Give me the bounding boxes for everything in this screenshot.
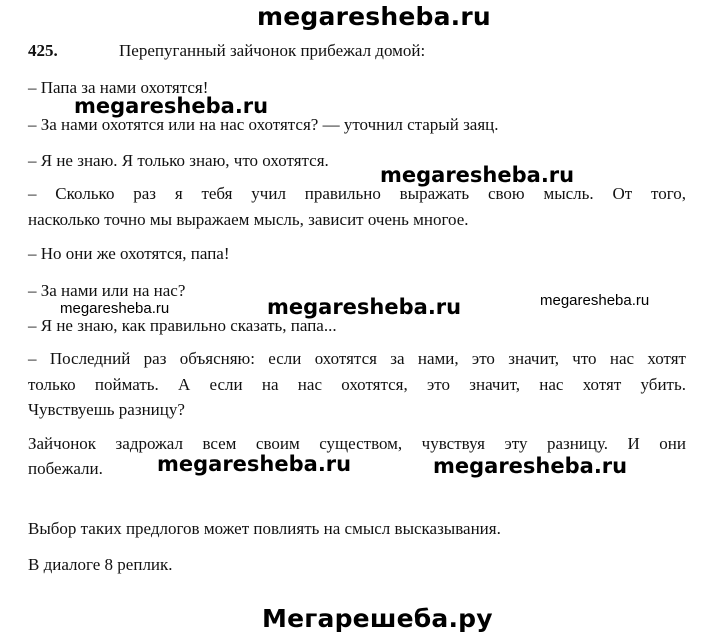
dialogue-line: только поймать. А если на нас охотятся, это значит, нас хотят убить. [28, 375, 686, 394]
dialogue-line: ‒ Но они же охотятся, папа! [28, 244, 230, 263]
watermark-top: megaresheba.ru [257, 2, 491, 31]
watermark: megaresheba.ru [540, 292, 650, 309]
dialogue-line: ‒ За нами или на нас? [28, 281, 186, 300]
conclusion-line: Выбор таких предлогов может повлиять на смысл высказывания. [28, 519, 501, 538]
dialogue-line: ‒ Сколько раз я тебя учил правильно выражать свою мысль. От того, [28, 184, 686, 203]
watermark: megaresheba.ru [380, 163, 575, 187]
watermark: megaresheba.ru [157, 452, 352, 476]
dialogue-line: насколько точно мы выражаем мысль, зависит очень многое. [28, 210, 469, 229]
watermark: megaresheba.ru [433, 454, 628, 478]
conclusion-line: В диалоге 8 реплик. [28, 555, 173, 574]
exercise-intro: Перепуганный зайчонок прибежал домой: [119, 41, 426, 60]
dialogue-line: ‒ Я не знаю, как правильно сказать, папа... [28, 316, 337, 335]
dialogue-line: ‒ Папа за нами охотятся! [28, 78, 209, 97]
dialogue-line: Зайчонок задрожал всем своим существом, чувствуя эту разницу. И они [28, 434, 686, 453]
watermark: megaresheba.ru [74, 94, 269, 118]
watermark: megaresheba.ru [267, 295, 462, 319]
exercise-number: 425. [28, 41, 58, 60]
dialogue-line: ‒ Я не знаю. Я только знаю, что охотятся. [28, 151, 329, 170]
watermark-bottom: Мегарешеба.ру [262, 604, 493, 633]
dialogue-line: ‒ За нами охотятся или на нас охотятся? — уточнил старый заяц. [28, 115, 499, 134]
dialogue-line: Чувствуешь разницу? [28, 400, 185, 419]
watermark: megaresheba.ru [60, 300, 170, 317]
dialogue-line: ‒ Последний раз объясняю: если охотятся за нами, это значит, что нас хотят [28, 349, 686, 368]
dialogue-line: побежали. [28, 459, 103, 478]
